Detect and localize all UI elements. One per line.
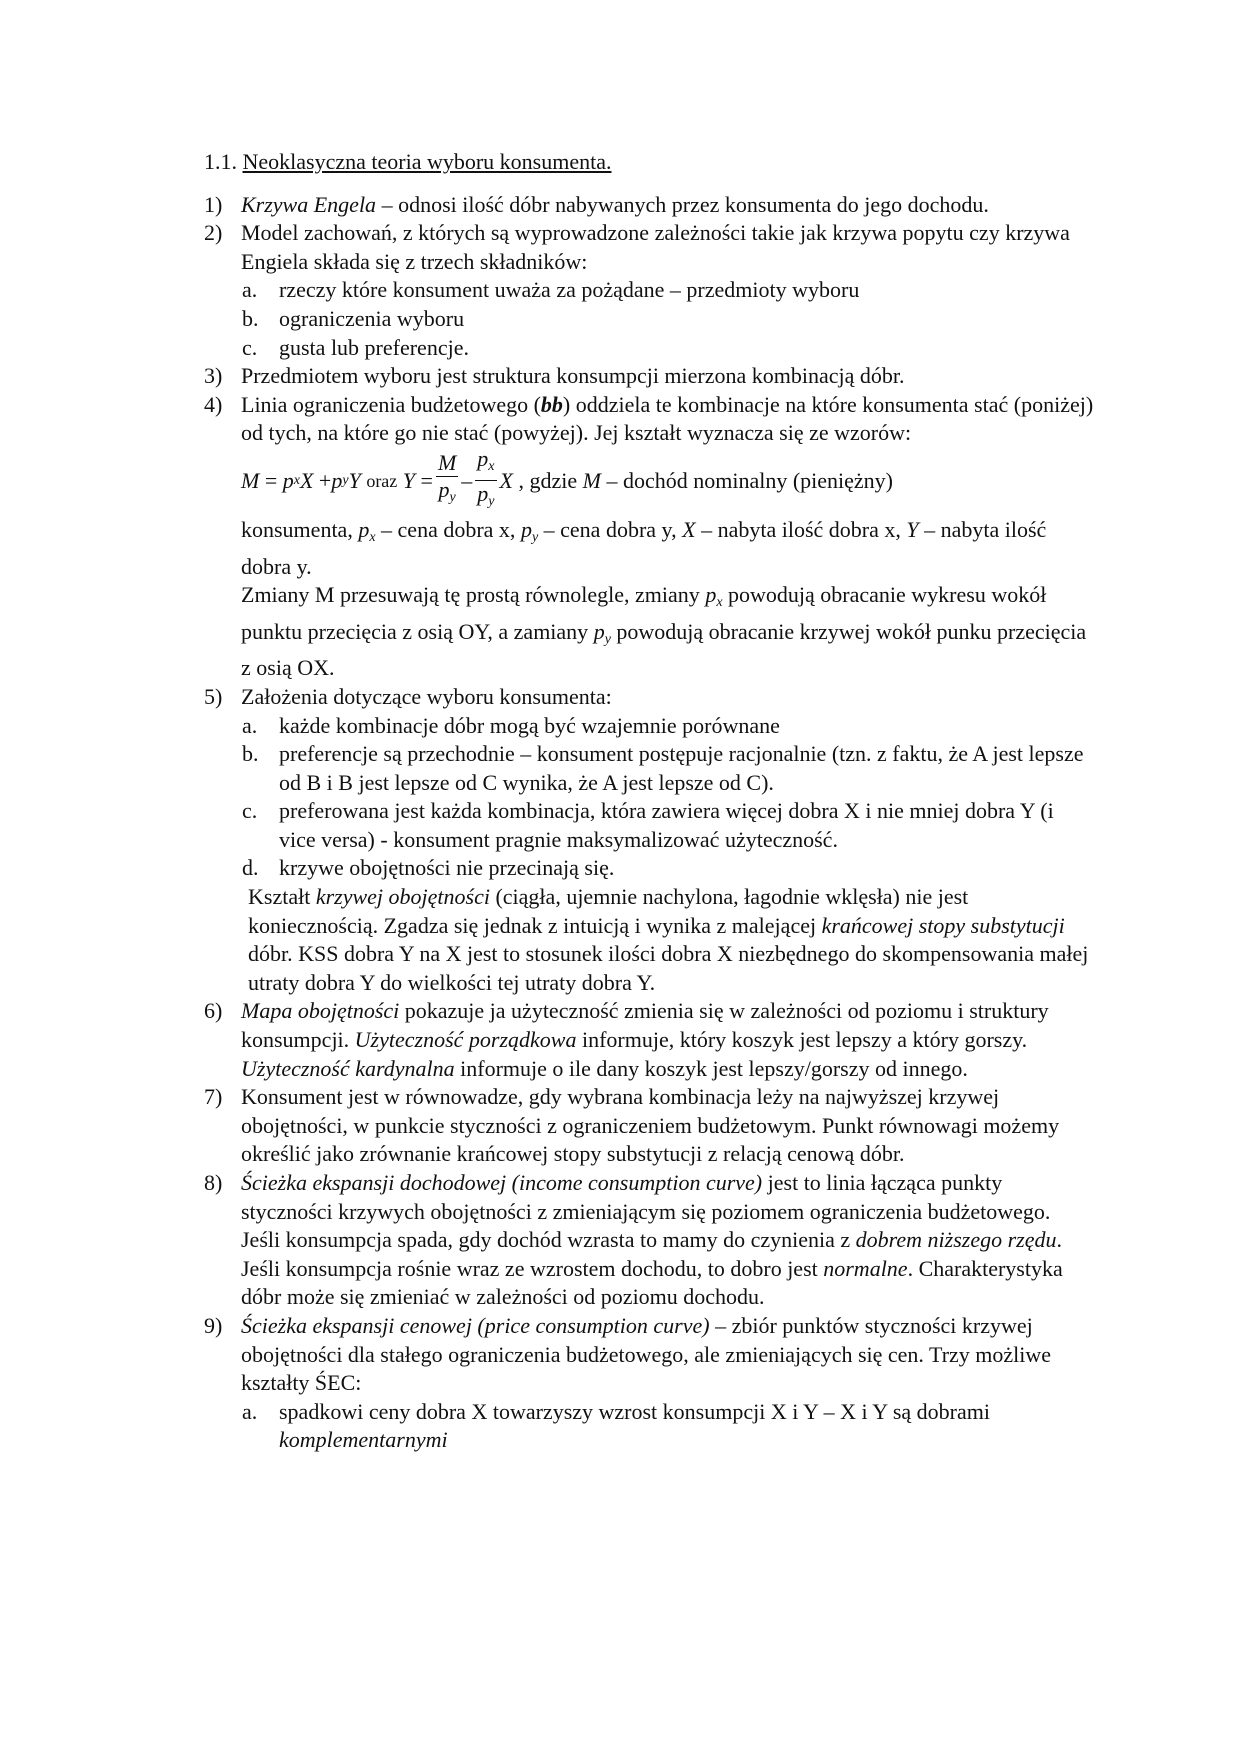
numbered-list (204, 997, 1094, 1455)
sub-list-letter: b. (242, 305, 259, 331)
formula-m: M (582, 467, 601, 493)
text-run: informuje, który koszyk jest lepszy a który gorszy. (576, 1027, 1028, 1053)
formula-sub: y (342, 472, 349, 488)
text-run: preferowana jest każda kombinacja, która zawiera więcej dobra X i nie mniej dobra Y (i vice versa) - konsument pragnie maksymalizować użyteczność. (279, 798, 1054, 852)
formula-y: Y (402, 467, 416, 493)
text-run: – cena dobra y, (538, 516, 683, 542)
text-run: Użyteczność porządkowa (354, 1027, 577, 1053)
paragraph (204, 883, 1094, 997)
text-run: Ścieżka ekspansji cenowej (price consumption curve) (241, 1312, 710, 1338)
fraction (475, 446, 496, 515)
list-number: 9) (204, 1312, 223, 1338)
list-number: 4) (204, 391, 223, 417)
text-run: – zbiór punktów styczności krzywej obojętności dla stałego ograniczenia budżetowego, ale zmieniających się cen. Trzy możliwe kształty ŚEC: (241, 1312, 1052, 1396)
sub-list-item (204, 1398, 1094, 1455)
text-run: (ciągła, ujemnie nachylona, łagodnie wklęsła) nie jest koniecznością. Zgadza się jednak z intuicją i wynika z malejącej (248, 884, 969, 938)
text-run: krańcowej stopy substytucji (821, 912, 1065, 938)
numbered-list (204, 191, 1094, 448)
sub-list-letter: b. (242, 741, 259, 767)
denominator: py (438, 477, 456, 506)
formula-text: , gdzie (518, 467, 578, 493)
sub-list-letter: a. (242, 1398, 258, 1424)
text-run: Założenia dotyczące wyboru konsumenta: (241, 683, 612, 709)
text-run: informuje o ile dany koszyk jest lepszy/gorszy od innego. (454, 1055, 968, 1081)
text-run: Krzywa Engela (241, 191, 377, 217)
formula-sub: x (293, 472, 300, 488)
text-run: – nabyta ilość dobra x, (695, 516, 907, 542)
text-run: Mapa obojętności (241, 998, 400, 1024)
text-run: ) oddziela te kombinacje na które konsumenta stać (poniżej) od tych, na które go nie stać (powyżej). Jej kształt wyznacza się ze wzorów: (241, 391, 1094, 446)
text-run: powodują obracanie wykresu wokół punktu przecięcia z osią OY, a zamiany (241, 582, 1047, 644)
paragraph (204, 516, 1094, 581)
list-item (204, 1169, 1094, 1312)
text-run: Użyteczność kardynalna (241, 1055, 455, 1081)
text-run: x (716, 595, 723, 611)
section-number: 1.1. (204, 149, 237, 174)
text-run: Linia ograniczenia budżetowego ( (241, 391, 541, 417)
sub-list-item (204, 712, 1094, 741)
text-run: ograniczenia wyboru (279, 305, 465, 331)
budget-formula (204, 446, 1094, 512)
text-run: y (604, 631, 611, 647)
denominator: py (477, 481, 495, 510)
list-item (204, 219, 1094, 276)
text-run: x (369, 529, 376, 545)
text-run: y (531, 529, 539, 545)
list-number: 8) (204, 1170, 223, 1195)
formula-y: Y (348, 467, 361, 493)
list-number: 5) (204, 683, 223, 709)
sub-list-letter: a. (242, 277, 258, 303)
sub-list-letter: d. (242, 855, 259, 881)
text-run: krzywe obojętności nie przecinają się. (279, 855, 615, 881)
text-run: bb (540, 391, 563, 417)
formula-oraz: oraz (366, 470, 398, 491)
text-run: krzywej obojętności (315, 884, 490, 910)
sub-list-letter: c. (242, 798, 258, 824)
text-run: gusta lub preferencje. (279, 334, 469, 360)
list-number: 6) (204, 998, 223, 1024)
sub-list-item (204, 276, 1094, 305)
text-run: normalne (823, 1255, 908, 1281)
text-run: Przedmiotem wyboru jest struktura konsumpcji mierzona kombinacją dóbr. (241, 363, 905, 389)
sub-list-letter: c. (242, 334, 258, 360)
formula-text: – dochód nominalny (pieniężny) (606, 467, 893, 493)
text-run: – odnosi ilość dóbr nabywanych przez konsumenta do jego dochodu. (376, 191, 989, 217)
fraction (436, 450, 458, 511)
text-run: Kształt (248, 884, 316, 910)
formula-p: p (331, 467, 343, 493)
formula-p: p (282, 467, 294, 493)
formula-minus: – (461, 467, 473, 493)
list-item (204, 191, 1094, 220)
text-run: p (593, 618, 605, 644)
text-run: Konsument jest w równowadze, gdy wybrana kombinacja leży na najwyższej krzywej obojętności, w punkcie styczności z ograniczeniem budżetowym. Punkt równowagi możemy określić jako zrównanie krańcowej stopy substytucji z relacją cenową dóbr. (241, 1084, 1060, 1167)
text-run: p (358, 516, 370, 542)
formula-x: X (499, 467, 513, 493)
sub-list-item (204, 740, 1094, 797)
list-item (204, 683, 1094, 712)
list-item (204, 1083, 1094, 1169)
text-run: dóbr. KSS dobra Y na X jest to stosunek ilości dobra X niezbędnego do skompensowania małej utraty dobra Y do wielkości tej utraty dobra Y. (248, 941, 1089, 995)
text-run: każde kombinacje dóbr mogą być wzajemnie porównane (279, 712, 780, 738)
text-run: – cena dobra x, (375, 516, 521, 542)
list-item (204, 1312, 1094, 1398)
text-run: pokazuje ja użyteczność zmienia się w zależności od poziomu i struktury konsumpcji. (241, 998, 1049, 1053)
sub-list-letter: a. (242, 712, 258, 738)
list-number: 7) (204, 1084, 223, 1110)
text-run: preferencje są przechodnie – konsument postępuje racjonalnie (tzn. z faktu, że A jest lepsze od B i B jest lepsze od C wynika, że A jest lepsze od C). (279, 741, 1084, 795)
sub-list-item (204, 854, 1094, 883)
sub-list-item (204, 797, 1094, 854)
section-heading: Neoklasyczna teoria wyboru konsumenta. (242, 149, 612, 174)
list-number: 2) (204, 220, 223, 246)
list-number: 1) (204, 191, 223, 217)
numbered-list (204, 683, 1094, 883)
numerator: M (437, 450, 457, 476)
formula-plus: + (318, 467, 332, 493)
text-run: spadkowi ceny dobra X towarzyszy wzrost konsumpcji X i Y – X i Y są dobrami (279, 1398, 990, 1424)
formula-eq: = (420, 467, 433, 493)
document-page (204, 148, 1094, 1455)
text-run: . Jeśli konsumpcja rośnie wraz ze wzrostem dochodu, to dobro jest (241, 1227, 1062, 1281)
formula-m: M (241, 467, 260, 493)
text-run: dobrem niższego rzędu (855, 1227, 1057, 1253)
text-run: – nabyta ilość dobra y. (241, 516, 1047, 579)
numerator: px (475, 446, 496, 481)
formula-x: X (299, 467, 314, 493)
text-run: komplementarnymi (279, 1427, 448, 1453)
list-item (204, 997, 1094, 1083)
text-run: Model zachowań, z których są wyprowadzone zależności takie jak krzywa popytu czy krzywa Engiela składa się z trzech składników: (241, 220, 1070, 274)
text-run: rzeczy które konsument uważa za pożądane – przedmioty wyboru (279, 277, 860, 303)
text-run: Ścieżka ekspansji dochodowej (income consumption curve) (241, 1170, 763, 1195)
formula-eq: = (264, 467, 278, 493)
paragraph (204, 581, 1094, 683)
text-run: jest to linia łącząca punkty styczności krzywych obojętności z zmieniającym się poziomem ograniczenia budżetowego. Jeśli konsumpcja spada, gdy dochód wzrasta to mamy do czynienia z (241, 1170, 1051, 1253)
sub-list-item (204, 334, 1094, 363)
section-title (204, 148, 1094, 177)
text-run: . Charakterystyka dóbr może się zmieniać w zależności od poziomu dochodu. (241, 1255, 1063, 1310)
list-item (204, 391, 1094, 448)
text-run: konsumenta, (241, 516, 359, 542)
text-run: Zmiany M przesuwają tę prostą równolegle, zmiany (241, 582, 706, 608)
list-number: 3) (204, 363, 223, 389)
text-run: X (682, 516, 696, 542)
sub-list-item (204, 305, 1094, 334)
text-run: p (520, 516, 532, 542)
text-run: p (705, 582, 717, 608)
list-item (204, 362, 1094, 391)
text-run: Y (906, 516, 919, 542)
text-run: powodują obracanie krzywej wokół punku przecięcia z osią OX. (241, 618, 1087, 681)
